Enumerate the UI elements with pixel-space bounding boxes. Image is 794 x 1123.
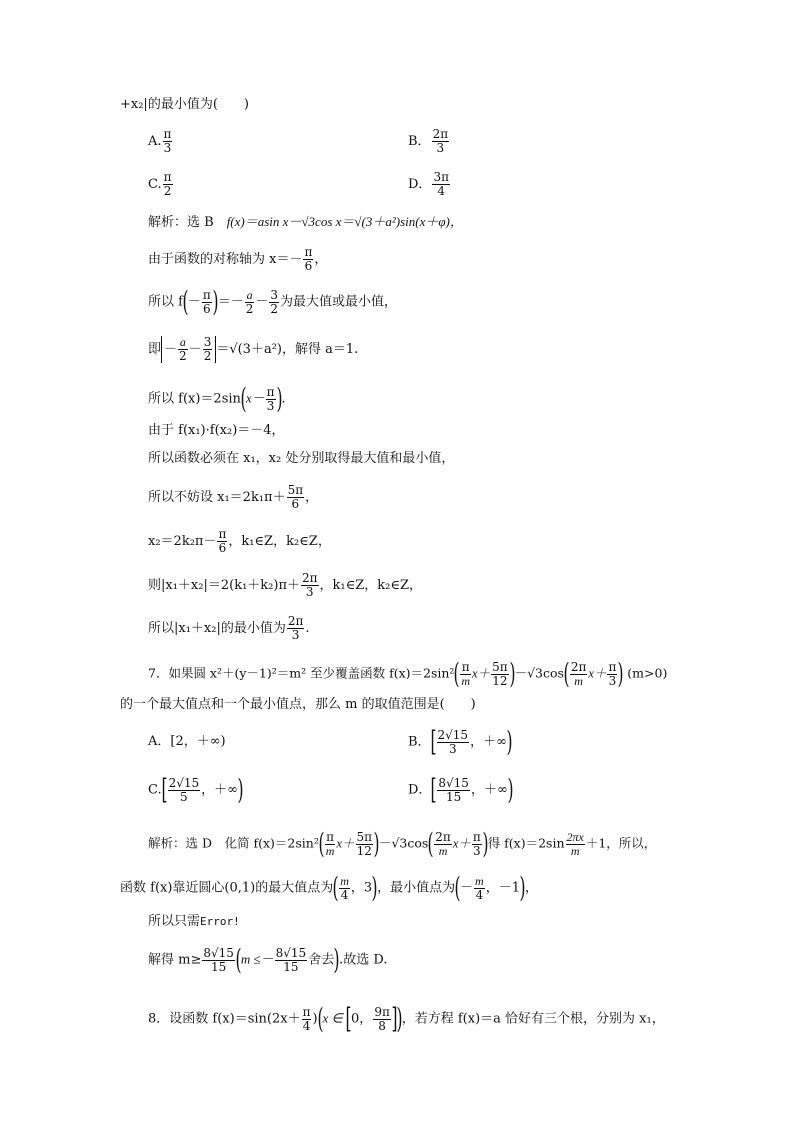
solution-line-6: 由于 f(x₁)·f(x₂)＝－4，	[148, 423, 285, 438]
question-tail: +x₂|的最小值为( )	[120, 97, 249, 112]
q7-solution-line-3: 所以只需Error!	[148, 914, 240, 929]
solution-line-11: 所以|x₁＋x₂|的最小值为 $\frac{2\pi}{3}$ .	[148, 614, 310, 642]
solution-line-7: 所以函数必须在 x₁，x₂ 处分别取得最大值和最小值，	[148, 451, 455, 466]
q7-solution-line-2: 函数 f(x)靠近圆心(0,1)的最大值点为( $\frac{m}{4}$ ，3)，最小值点为(－ $\frac{m}{4}$ ，－1)，	[120, 871, 538, 904]
option-b: B． $\frac{2\pi}{3}$	[408, 127, 449, 155]
solution-line-3: 所以 f(－ $\frac{\pi}{6}$ )＝－ $\frac{a}{2}$ － $\frac{3}{2}$ 为最大值或最小值，	[148, 285, 398, 318]
question-8-stem: 8．设函数 f(x)＝sin(2x＋ $\frac{\pi}{4}$ )(x ∈ [0， $\frac{9\pi}{8}$ ])，若方程 f(x)＝a 恰好有三个根，分别为 x₁，	[148, 1002, 665, 1035]
option-d: D． $\frac{3\pi}{4}$	[408, 170, 449, 198]
q7-solution-line-1: 解析：选 D 化简 f(x)＝2sin²( $\frac{\pi}{m}$ x＋ $\frac{5\pi}{12}$ )－√3cos( $\frac{2\pi}{m}$ x＋ $\frac{\pi}{3}$ )得 f(x)＝2sin $\frac{2\pi x}{m}$ ＋1，所以，	[148, 827, 657, 860]
solution-line-8: 所以不妨设 x₁＝2k₁π＋ $\frac{5\pi}{6}$ ，	[148, 483, 319, 511]
q7-solution-line-4: 解得 m≥ $\frac{8√15}{15}$ (m ≤－ $\frac{8√15}{15}$ 舍去).故选 D.	[148, 943, 388, 976]
solution-line-9: x₂＝2k₂π－ $\frac{\pi}{6}$ ，k₁∈Z，k₂∈Z，	[148, 527, 331, 555]
question-7-stem-cont: 的一个最大值点和一个最小值点，那么 m 的取值范围是( )	[120, 697, 476, 712]
q7-option-a: A．[2，＋∞)	[148, 734, 226, 749]
option-c: C. $\frac{\pi}{2}$	[148, 170, 172, 198]
solution-line-5: 所以 f(x)＝2sin(x－ $\frac{\pi}{3}$ ).	[148, 382, 286, 415]
solution-line-10: 则|x₁＋x₂|＝2(k₁＋k₂)π＋ $\frac{2\pi}{3}$ ，k₁∈Z，k₂∈Z，	[148, 571, 423, 599]
option-a: A. $\frac{\pi}{3}$	[148, 127, 172, 155]
solution-line-2: 由于函数的对称轴为 x＝－ $\frac{\pi}{6}$ ，	[148, 245, 328, 273]
q7-option-d: D．[ $\frac{8√15}{15}$ ，＋∞)	[408, 773, 514, 806]
solution-line-1: 解析：选 B f(x)＝asin x－√3cos x＝√(3＋a²)sin(x＋φ)，	[148, 214, 463, 230]
question-7-stem: 7．如果圆 x²＋(y－1)²＝m² 至少覆盖函数 f(x)＝2sin²( $\frac{\pi}{m}$ x＋ $\frac{5\pi}{12}$ )－√3cos( $\frac{2\pi}{m}$ x＋ $\frac{\pi}{3}$ ) (m>0)	[148, 657, 668, 690]
q7-option-b: B．[ $\frac{2√15}{3}$ ，＋∞)	[408, 725, 513, 758]
solution-line-4: 即 － $\frac{a}{2}$ － $\frac{3}{2}$ ＝√(3＋a²)，解得 a＝1.	[148, 335, 359, 363]
q7-option-c: C.[ $\frac{2√15}{5}$ ，＋∞)	[148, 773, 244, 806]
